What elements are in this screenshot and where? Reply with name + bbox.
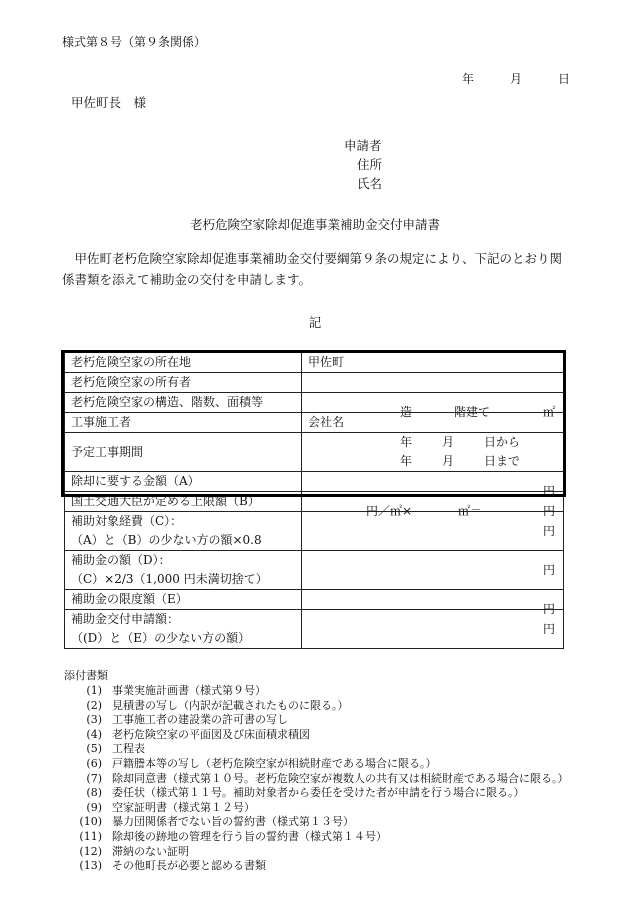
structure-value — [302, 393, 564, 419]
addressee: 甲佐町長 様 — [71, 95, 147, 110]
list-item-number: (5) — [86, 742, 102, 756]
contractor-value: 会社名 — [302, 413, 564, 433]
applicant-label: 申請者 — [344, 138, 382, 153]
table-row — [65, 551, 564, 590]
attachments-title: 添付書類 — [64, 669, 108, 682]
list-item-text: 戸籍謄本等の写し（老朽危険空家が相続財産である場合に限る。） — [112, 756, 437, 770]
applicant-address-label: 住所 — [357, 157, 383, 172]
table-row — [65, 433, 564, 472]
table-row — [65, 393, 564, 413]
list-item-text: 工事施工者の建設業の許可書の写し — [112, 713, 288, 727]
list-item-text: その他町長が必要と認める書類 — [112, 859, 266, 873]
list-item-text: 空家証明書（様式第１２号） — [112, 800, 255, 814]
removal-cost-label: 除却に要する金額（A） — [65, 472, 302, 492]
location-value: 甲佐町 — [302, 353, 564, 373]
list-item-text: 暴力団関係者でない旨の誓約書（様式第１３号） — [112, 815, 354, 829]
contractor-label: 工事施工者 — [65, 413, 302, 433]
list-item — [76, 830, 569, 845]
ceiling-label: 補助金の限度額（E） — [65, 590, 302, 610]
list-item-text: 老朽危険空家の平面図及び床面積求積図 — [112, 727, 310, 741]
form-number: 様式第８号（第９条関係） — [62, 35, 207, 49]
list-item-number: (9) — [86, 800, 102, 814]
list-item-number: (6) — [86, 756, 102, 770]
list-item-number: (4) — [86, 727, 102, 741]
yen-unit: 円 — [542, 563, 555, 577]
ki-heading: 記 — [308, 315, 322, 330]
list-item — [76, 786, 569, 801]
list-item — [76, 699, 569, 714]
list-item-number: (3) — [86, 713, 102, 727]
eligible-label — [65, 512, 302, 551]
period-value — [302, 433, 564, 472]
list-item — [76, 757, 569, 772]
yen-unit: 円 — [542, 524, 555, 538]
date-month: 月 — [510, 72, 523, 86]
limit-formula-1: 円／㎡× — [366, 503, 413, 518]
list-item — [76, 815, 569, 830]
table-row — [65, 413, 564, 433]
owner-label: 老朽危険空家の所有者 — [65, 373, 302, 393]
list-item — [76, 728, 569, 743]
structure-kai: 階建て — [454, 404, 491, 419]
list-item-number: (13) — [79, 859, 102, 873]
list-item-text: 滞納のない証明 — [112, 844, 189, 858]
yen-unit: 円 — [542, 622, 555, 636]
attachments-list — [76, 684, 569, 874]
period-from-month: 月 — [442, 435, 455, 449]
list-item-number: (12) — [79, 844, 102, 858]
yen-unit: 円 — [542, 601, 555, 616]
list-item-number: (11) — [79, 829, 102, 843]
period-label: 予定工事期間 — [65, 433, 302, 472]
table-row — [65, 353, 564, 373]
period-to-month: 月 — [442, 454, 455, 468]
eligible-label-1: 補助対象経費（C）： — [71, 514, 183, 528]
list-item-text: 事業実施計画書（様式第９号） — [112, 684, 266, 697]
structure-zo: 造 — [400, 404, 413, 419]
structure-label: 老朽危険空家の構造、階数、面積等 — [65, 393, 302, 413]
structure-unit: ㎡ — [542, 404, 555, 419]
request-label — [65, 610, 302, 649]
limit-label: 国土交通大臣が定める上限額（B） — [65, 492, 302, 512]
body-text: 甲佐町老朽危険空家除却促進事業補助金交付要綱第９条の規定により、下記のとおり関係書類を添えて補助金の交付を申請します。 — [62, 251, 563, 287]
list-item-text: 見積書の写し（内訳が記載されたものに限る。） — [112, 698, 349, 712]
document-title: 老朽危険空家除却促進事業補助金交付申請書 — [189, 217, 440, 232]
subsidy-label-1: 補助金の額（D）： — [71, 553, 171, 567]
list-item-number: (10) — [79, 815, 102, 829]
date-day: 日 — [558, 72, 571, 86]
table-row — [65, 492, 564, 512]
table-row — [65, 512, 564, 551]
period-to-year: 年 — [400, 454, 413, 468]
yen-unit: 円 — [542, 483, 555, 498]
yen-unit: 円 — [542, 503, 555, 518]
application-table — [64, 352, 564, 649]
table-row — [65, 373, 564, 393]
list-item-number: (7) — [86, 771, 102, 785]
date-line — [462, 70, 570, 87]
table-row — [65, 590, 564, 610]
location-label: 老朽危険空家の所在地 — [65, 353, 302, 373]
list-item — [76, 742, 569, 757]
owner-value — [302, 373, 564, 393]
subsidy-value — [302, 551, 564, 590]
list-item-text: 除却後の跡地の管理を行う旨の誓約書（様式第１４号） — [112, 829, 387, 843]
period-from-year: 年 — [400, 435, 413, 449]
date-year: 年 — [462, 72, 475, 86]
list-item-text: 工程表 — [112, 742, 145, 756]
subsidy-label-2: （C）×2/3（1,000 円未満切捨て） — [71, 572, 268, 586]
ceiling-value — [302, 590, 564, 616]
list-item — [76, 713, 569, 728]
request-label-2: （(D）と（E）の少ない方の額） — [71, 631, 251, 645]
list-item-text: 除却同意書（様式第１０号。老朽危険空家が複数人の共有又は相続財産である場合に限る。） — [112, 771, 569, 785]
applicant-name-label: 氏名 — [357, 176, 383, 191]
eligible-value — [302, 512, 564, 551]
period-to-day: 日まで — [484, 454, 521, 468]
list-item — [76, 684, 569, 699]
list-item — [76, 859, 569, 874]
list-item-number: (2) — [86, 698, 102, 712]
subsidy-label — [65, 551, 302, 590]
eligible-label-2: （A）と（B）の少ない方の額×0.8 — [71, 533, 262, 547]
list-item-number: (1) — [86, 684, 102, 697]
request-label-1: 補助金交付申請額： — [71, 612, 180, 626]
period-from-day: 日から — [484, 435, 521, 449]
list-item — [76, 772, 569, 787]
limit-value — [302, 492, 564, 518]
table-row — [65, 472, 564, 492]
removal-cost-value — [302, 472, 564, 498]
list-item-number: (8) — [86, 786, 102, 800]
list-item-text: 委任状（様式第１１号。補助対象者から委任を受けた者が申請を行う場合に限る。） — [112, 786, 525, 800]
request-value — [302, 610, 564, 649]
list-item — [76, 801, 569, 816]
list-item — [76, 845, 569, 860]
limit-formula-2: ㎡＝ — [458, 503, 483, 518]
table-row — [65, 610, 564, 649]
